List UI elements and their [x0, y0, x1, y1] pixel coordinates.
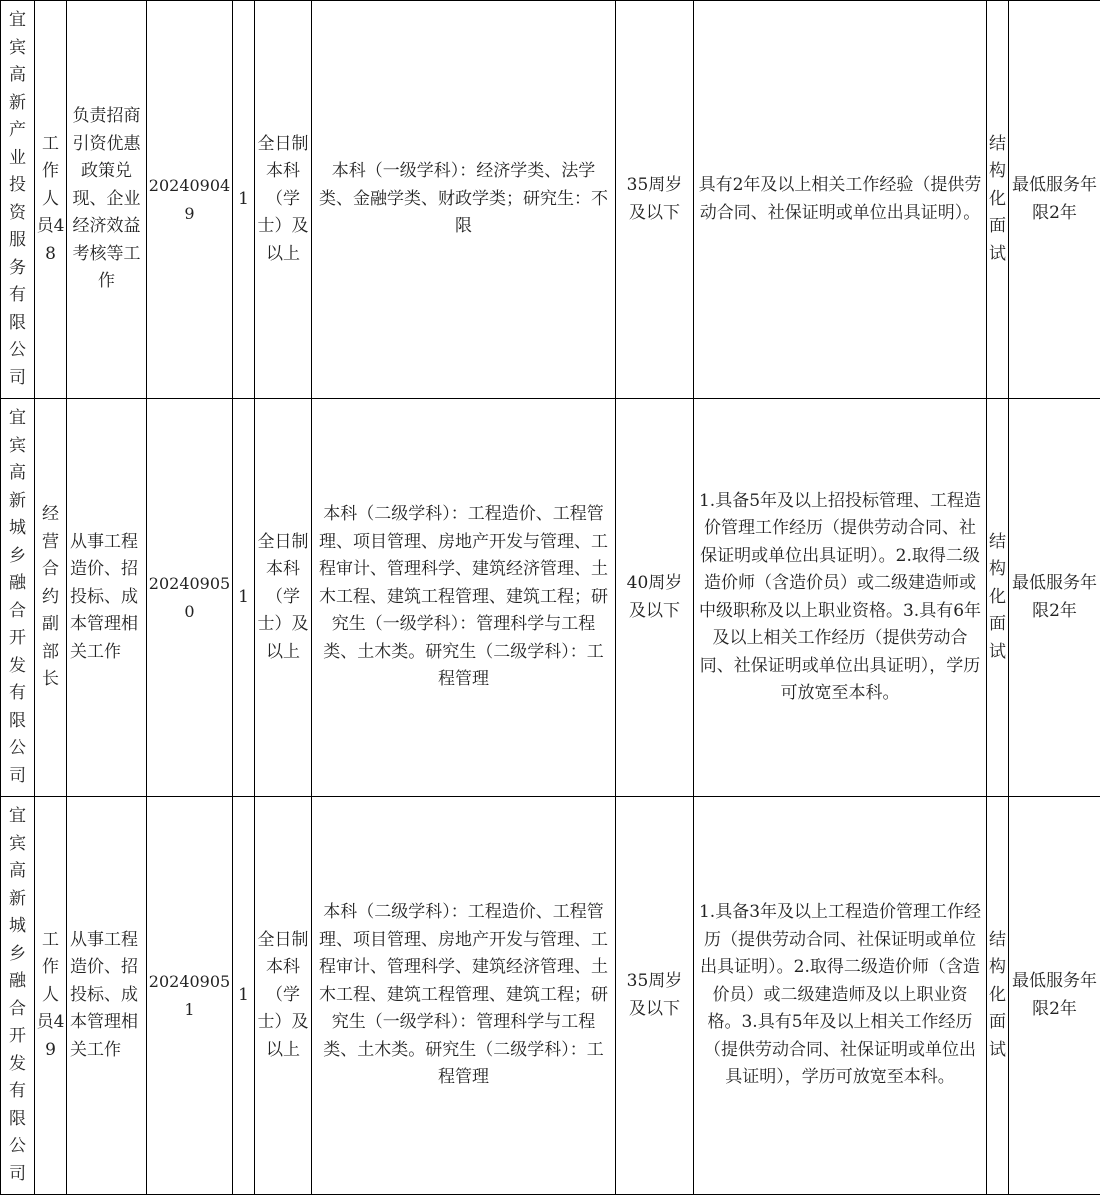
remark-cell: 最低服务年限2年 — [1009, 1, 1100, 399]
major-cell: 本科（二级学科）：工程造价、工程管理、项目管理、房地产开发与管理、工程审计、管理科学、建筑经济管理、土木工程、建筑工程管理、建筑工程；研究生（一级学科）：管理科学与工程类、土木类。研究生（二级学科）：工程管理 — [312, 399, 616, 797]
headcount-cell: 1 — [233, 1, 255, 399]
position-cell: 工作人员49 — [35, 797, 67, 1195]
position-code-cell: 202409051 — [147, 797, 233, 1195]
exam-method-cell: 结构化面试 — [987, 797, 1009, 1195]
education-cell: 全日制本科（学士）及以上 — [255, 399, 312, 797]
company-cell: 宜宾高新产业投资服务有限公司 — [1, 1, 35, 399]
duties-cell: 从事工程造价、招投标、成本管理相关工作 — [67, 797, 147, 1195]
position-code-cell: 202409049 — [147, 1, 233, 399]
table-row — [1, 1, 1100, 399]
education-cell: 全日制本科（学士）及以上 — [255, 1, 312, 399]
exam-method-cell: 结构化面试 — [987, 1, 1009, 399]
requirements-cell: 1.具备3年及以上工程造价管理工作经历（提供劳动合同、社保证明或单位出具证明）。2.取得二级造价师（含造价员）或二级建造师及以上职业资格。3.具有5年及以上相关工作经历（提供劳动合同、社保证明或单位出具证明），学历可放宽至本科。 — [694, 797, 987, 1195]
company-cell: 宜宾高新城乡融合开发有限公司 — [1, 797, 35, 1195]
education-cell: 全日制本科（学士）及以上 — [255, 797, 312, 1195]
remark-cell: 最低服务年限2年 — [1009, 797, 1100, 1195]
table-row — [1, 399, 1100, 797]
position-cell: 工作人员48 — [35, 1, 67, 399]
major-cell: 本科（二级学科）：工程造价、工程管理、项目管理、房地产开发与管理、工程审计、管理科学、建筑经济管理、土木工程、建筑工程管理、建筑工程；研究生（一级学科）：管理科学与工程类、土木类。研究生（二级学科）：工程管理 — [312, 797, 616, 1195]
duties-cell: 从事工程造价、招投标、成本管理相关工作 — [67, 399, 147, 797]
age-cell: 35周岁及以下 — [616, 797, 694, 1195]
headcount-cell: 1 — [233, 399, 255, 797]
requirements-cell: 1.具备5年及以上招投标管理、工程造价管理工作经历（提供劳动合同、社保证明或单位出具证明）。2.取得二级造价师（含造价员）或二级建造师或中级职称及以上职业资格。3.具有6年及以上相关工作经历（提供劳动合同、社保证明或单位出具证明），学历可放宽至本科。 — [694, 399, 987, 797]
company-cell: 宜宾高新城乡融合开发有限公司 — [1, 399, 35, 797]
exam-method-cell: 结构化面试 — [987, 399, 1009, 797]
age-cell: 40周岁及以下 — [616, 399, 694, 797]
major-cell: 本科（一级学科）：经济学类、法学类、金融学类、财政学类；研究生：不限 — [312, 1, 616, 399]
table-row — [1, 797, 1100, 1195]
requirements-cell: 具有2年及以上相关工作经验（提供劳动合同、社保证明或单位出具证明）。 — [694, 1, 987, 399]
position-cell: 经营合约副部长 — [35, 399, 67, 797]
age-cell: 35周岁及以下 — [616, 1, 694, 399]
duties-cell: 负责招商引资优惠政策兑现、企业经济效益考核等工作 — [67, 1, 147, 399]
remark-cell: 最低服务年限2年 — [1009, 399, 1100, 797]
headcount-cell: 1 — [233, 797, 255, 1195]
position-code-cell: 202409050 — [147, 399, 233, 797]
